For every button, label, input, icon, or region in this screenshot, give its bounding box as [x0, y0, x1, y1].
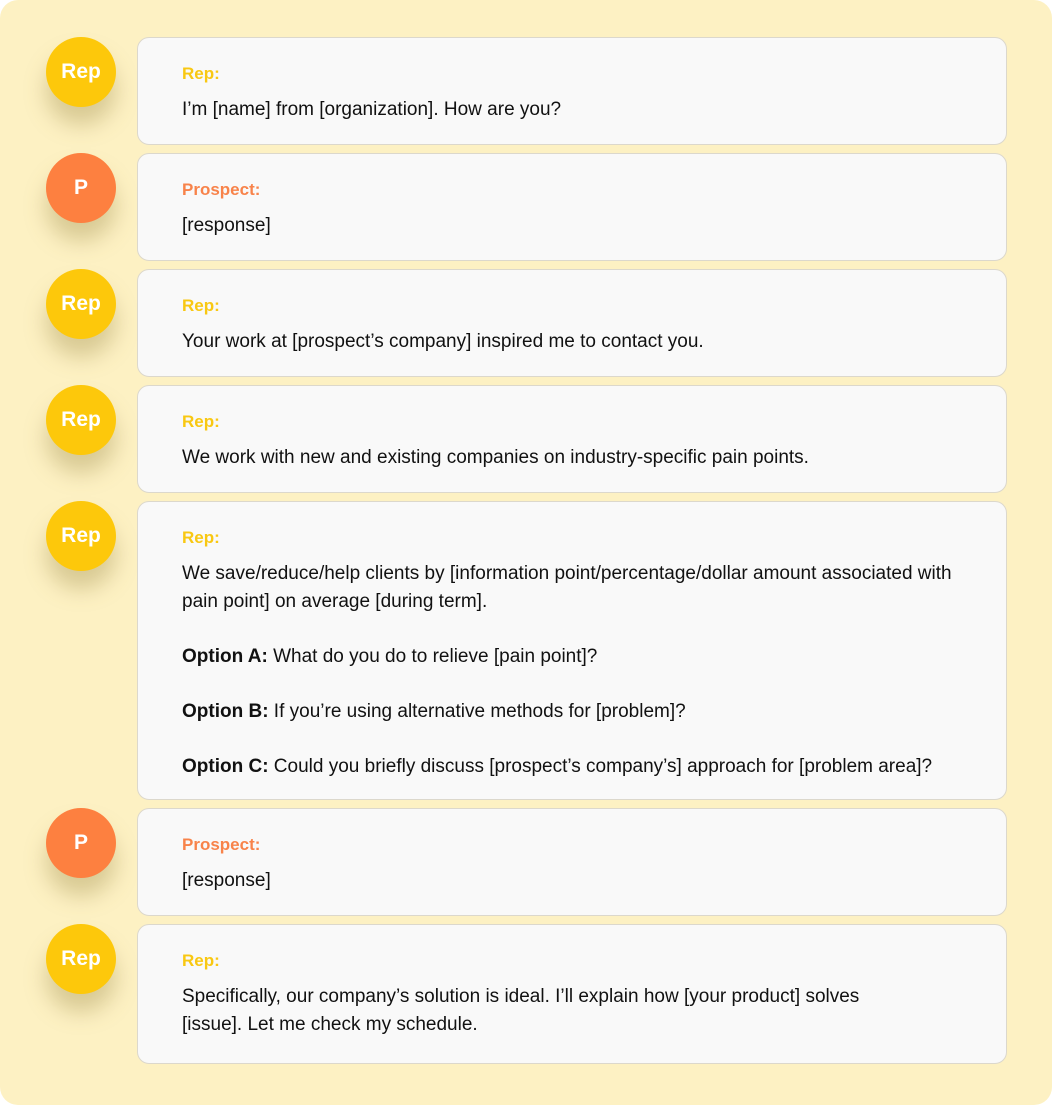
speaker-label: Prospect: — [182, 835, 261, 854]
message-text: I’m [name] from [organization]. How are you? — [182, 99, 562, 120]
avatar-label: Rep — [61, 408, 101, 431]
message-text: We save/reduce/help clients by [information point/percentage/dollar amount associated with pain point] on average [during term]. — [182, 563, 952, 612]
option-text: Could you briefly discuss [prospect’s company’s] approach for [problem area]? — [268, 756, 933, 777]
message-text: Your work at [prospect’s company] inspired me to contact you. — [182, 331, 704, 352]
option-label: Option C: — [182, 756, 269, 777]
rep-avatar — [46, 37, 116, 107]
option-text: If you’re using alternative methods for [problem]? — [268, 701, 686, 722]
message-text: [response] — [182, 215, 271, 236]
message-card — [137, 37, 1007, 145]
rep-avatar — [46, 269, 116, 339]
message-card — [137, 269, 1007, 377]
speaker-label: Rep: — [182, 951, 220, 970]
avatar-label: Rep — [61, 60, 101, 83]
speaker-label: Rep: — [182, 64, 220, 83]
rep-avatar — [46, 924, 116, 994]
avatar-label: P — [73, 831, 88, 854]
avatar-label: Rep — [61, 524, 101, 547]
avatar-label: Rep — [61, 292, 101, 315]
message-text: We work with new and existing companies on industry-specific pain points. — [182, 447, 809, 468]
avatar-label: P — [73, 176, 88, 199]
message-text: Specifically, our company’s solution is ideal. I’ll explain how [your product] solves [issue]. Let me check my schedule. — [182, 986, 860, 1035]
avatar-label: Rep — [61, 947, 101, 970]
message-card — [137, 153, 1007, 261]
option-label: Option B: — [182, 701, 269, 722]
prospect-avatar — [46, 808, 116, 878]
option-text: What do you do to relieve [pain point]? — [267, 646, 598, 667]
message-card — [137, 808, 1007, 916]
option-c — [182, 753, 962, 781]
speaker-label: Rep: — [182, 412, 220, 431]
speaker-label: Prospect: — [182, 180, 261, 199]
rep-avatar — [46, 501, 116, 571]
rep-avatar — [46, 385, 116, 455]
speaker-label: Rep: — [182, 296, 220, 315]
option-a — [182, 643, 962, 671]
message-card — [137, 501, 1007, 800]
prospect-avatar — [46, 153, 116, 223]
message-card — [137, 924, 1007, 1064]
option-b — [182, 698, 962, 726]
message-card — [137, 385, 1007, 493]
speaker-label: Rep: — [182, 528, 220, 547]
option-label: Option A: — [182, 646, 268, 667]
message-text: [response] — [182, 870, 271, 891]
